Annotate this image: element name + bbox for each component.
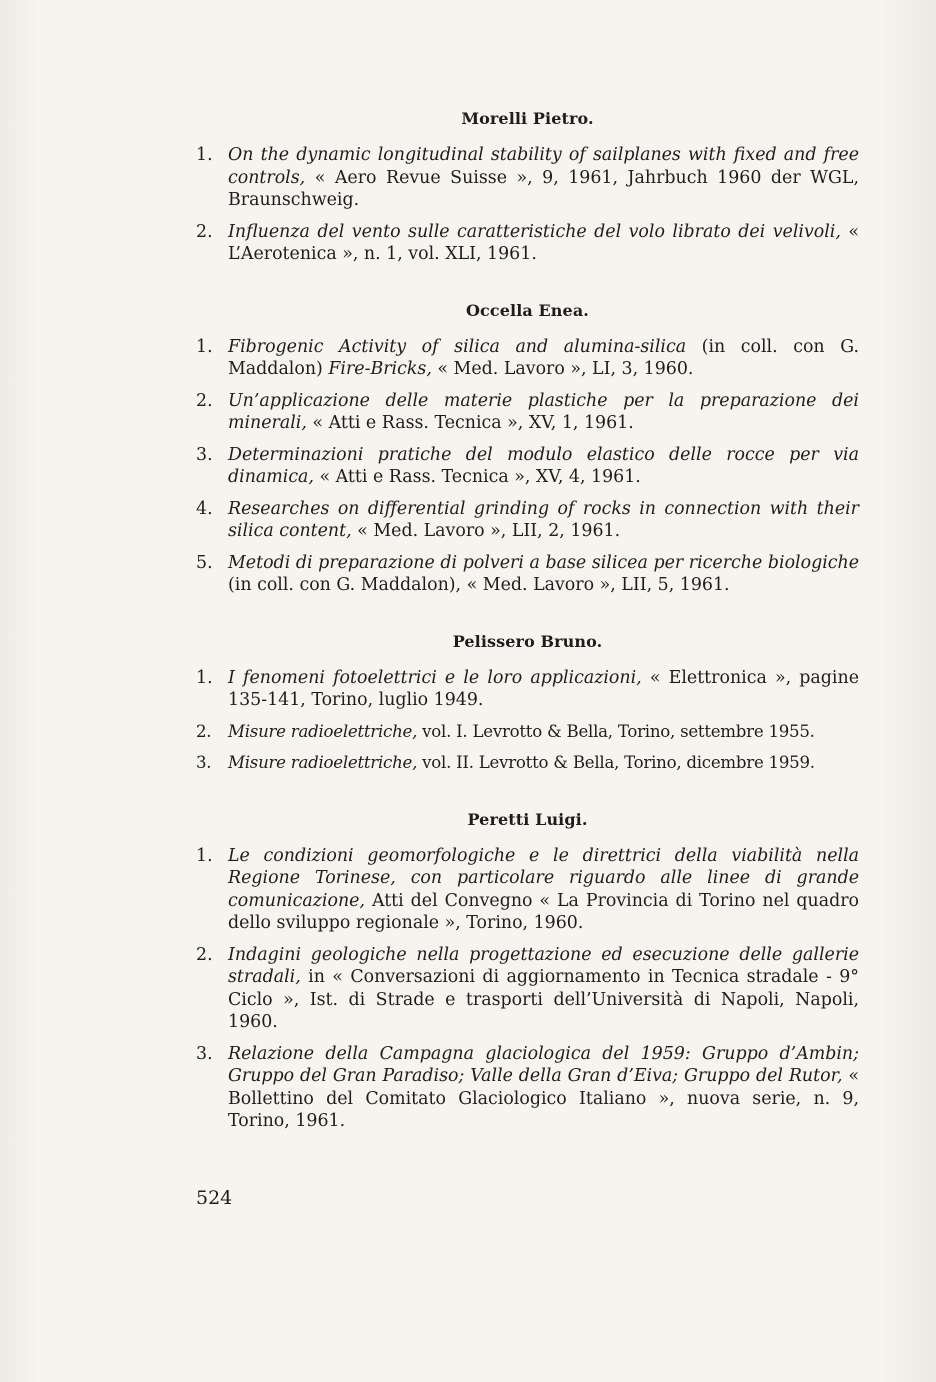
bibliography-entry <box>196 1043 859 1133</box>
entry-citation: in « Conversazioni di aggiornamento in Tecnica stradale - 9° Ciclo », Ist. di Strade e trasporti dell’Università di Napoli, Napoli, 1960. <box>228 967 859 1032</box>
entry-number: 1. <box>196 667 213 688</box>
entry-citation: « Aero Revue Suisse », 9, 1961, Jahrbuch 1960 der WGL, Braunschweig. <box>228 167 859 210</box>
entry-citation: « Atti e Rass. Tecnica », XV, 4, 1961. <box>313 467 641 487</box>
author-heading: Pelissero Bruno. <box>452 631 603 651</box>
bibliography-entry <box>196 390 859 435</box>
entry-citation: (in coll. con G. Maddalon), « Med. Lavoro », LII, 5, 1961. <box>228 575 730 595</box>
entry-number: 2. <box>196 390 213 411</box>
entry-citation: vol. II. Levrotto & Bella, Torino, dicembre 1959. <box>417 753 815 772</box>
bibliography-entry <box>196 721 859 744</box>
bibliography-entry <box>196 221 859 266</box>
entry-citation: « Atti e Rass. Tecnica », XV, 1, 1961. <box>306 413 634 433</box>
entry-title: Un’applicazione delle materie plastiche per la preparazione dei minerali, <box>228 390 859 433</box>
entry-title: Determinazioni pratiche del modulo elastico delle rocce per via dinamica, <box>228 444 859 487</box>
entry-title: I fenomeni fotoelettrici e le loro applicazioni, <box>228 667 642 688</box>
author-heading: Peretti Luigi. <box>467 809 588 829</box>
entry-subtitle: Fire-Bricks, <box>328 359 432 379</box>
author-heading: Morelli Pietro. <box>461 109 594 128</box>
entry-number: 1. <box>196 336 213 357</box>
bibliography-entry <box>196 498 859 543</box>
entry-title: Researches on differential grinding of rocks in connection with their silica content, <box>228 498 859 541</box>
entry-citation: « L’Aerotenica », n. 1, vol. XLI, 1961. <box>228 221 860 264</box>
entry-citation: « Bollettino del Comitato Glaciologico Italiano », nuova serie, n. 9, Torino, 1961. <box>228 1066 860 1131</box>
entry-number: 1. <box>196 145 213 165</box>
entry-number: 3. <box>196 444 213 465</box>
entry-title: Influenza del vento sulle caratteristiche del volo librato dei velivoli, <box>228 221 841 242</box>
entry-number: 2. <box>196 944 213 965</box>
entry-number: 1. <box>196 845 213 866</box>
entry-number: 2. <box>196 221 213 242</box>
bibliography-entry <box>196 944 859 1034</box>
bibliography-entry <box>196 552 859 597</box>
bibliography-entry <box>196 752 859 775</box>
bibliography-entry <box>196 667 859 712</box>
entry-citation: vol. I. Levrotto & Bella, Torino, settembre 1955. <box>417 721 815 741</box>
entry-number: 5. <box>196 552 213 573</box>
entry-title: Misure radioelettriche, <box>228 721 418 741</box>
entry-title: Fibrogenic Activity of silica and alumina-silica <box>228 336 687 357</box>
entry-collaboration: (in coll. con G. Maddalon) <box>228 336 859 379</box>
bibliography-column <box>196 108 859 1142</box>
entry-title: Indagini geologiche nella progettazione ed esecuzione delle gallerie stradali, <box>228 944 859 987</box>
entry-citation: « Med. Lavoro », LII, 2, 1961. <box>351 521 621 541</box>
entry-title: Misure radioelettriche, <box>228 753 418 772</box>
author-heading: Occella Enea. <box>466 300 589 320</box>
entry-title: Le condizioni geomorfologiche e le direttrici della viabilità nella Regione Torinese, con particolare riguardo alle linee di grande comunicazione, <box>228 845 859 911</box>
entry-title: Metodi di preparazione di polveri a base silicea per ricerche biologiche <box>228 552 859 573</box>
entry-title: Relazione della Campagna glaciologica del 1959: Gruppo d’Ambin; Gruppo del Gran Paradiso; Valle della Gran d’Eiva; Gruppo del Rutor, <box>228 1043 859 1086</box>
entry-number: 3. <box>196 1043 213 1064</box>
entry-citation: Atti del Convegno « La Provincia di Torino nel quadro dello sviluppo regionale », Torino, 1960. <box>228 890 859 933</box>
entry-citation: « Elettronica », pagine 135-141, Torino, luglio 1949. <box>228 667 859 710</box>
entry-number: 3. <box>196 753 212 772</box>
entry-citation: « Med. Lavoro », LI, 3, 1960. <box>431 359 694 379</box>
entry-title: On the dynamic longitudinal stability of sailplanes with fixed and free controls, <box>228 145 859 188</box>
entry-number: 4. <box>196 498 213 519</box>
bibliography-entry <box>196 144 859 212</box>
page-number: 524 <box>196 1187 233 1209</box>
bibliography-entry <box>196 845 859 935</box>
bibliography-entry <box>196 336 859 381</box>
bibliography-entry <box>196 444 859 489</box>
entry-number: 2. <box>196 721 212 741</box>
